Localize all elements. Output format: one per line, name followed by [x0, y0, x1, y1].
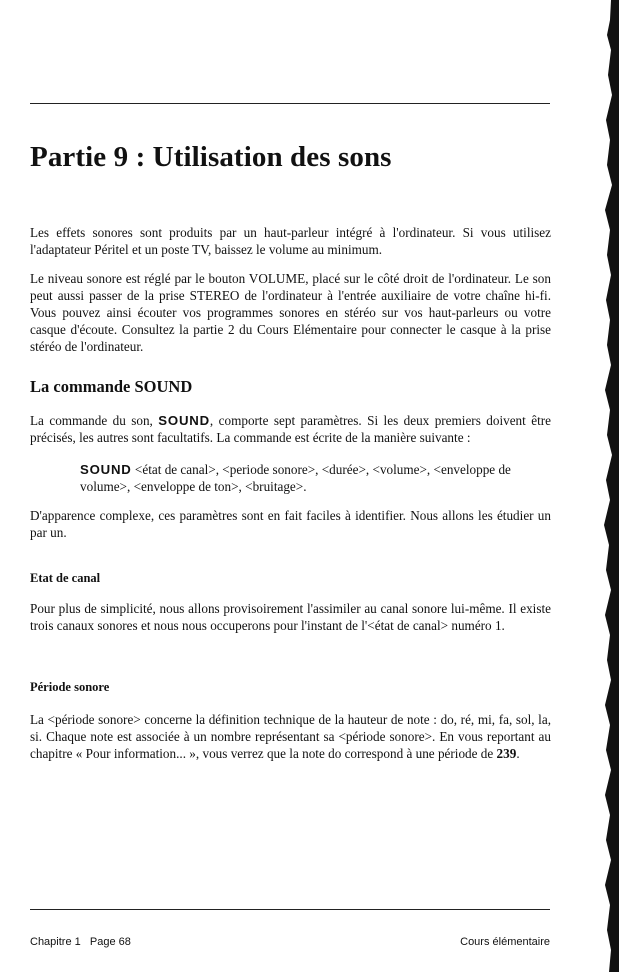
complexity-paragraph: D'apparence complexe, ces paramètres sont en fait faciles à identifier. Nous allons les étudier un par un.	[30, 508, 551, 540]
period-number: 239	[496, 746, 517, 761]
subheading-periode-sonore: Période sonore	[30, 680, 110, 694]
paragraph-text: La commande du son,	[30, 413, 159, 428]
paragraph-text: La <période sonore> concerne la définition technique de la hauteur de note : do, ré, mi, fa, sol, la, si. Chaque note est associée à un nombre représentant sa <période sonore>. En vous reportant au chapitre « Pour information... », vous verrez que la note do correspond à une période de	[30, 712, 551, 761]
bottom-rule	[30, 909, 550, 910]
sound-command-paragraph	[30, 412, 551, 446]
page-title: Partie 9 : Utilisation des sons	[30, 141, 392, 173]
paragraph-text: , comporte sept paramètres. Si les deux premiers doivent être précisés, les autres sont facultatifs. La commande est écrite de la manière suivante :	[30, 413, 552, 445]
top-rule	[30, 103, 550, 104]
subheading-etat-de-canal: Etat de canal	[30, 571, 101, 585]
volume-paragraph: Le niveau sonore est réglé par le bouton VOLUME, placé sur le côté droit de l'ordinateur. Le son peut aussi passer de la prise STEREO de l'ordinateur à l'entrée auxiliaire de votre chaîne hi-fi. Vous pouvez ainsi écouter vos programmes sonores en stéréo sur vos haut-parleurs ou votre casque d'écoute. Consultez la partie 2 du Cours Elémentaire pour connecter le casque à la prise stéréo de l'ordinateur.	[30, 271, 551, 354]
syntax-parameters: <état de canal>, <periode sonore>, <durée>, <volume>, <enveloppe de volume>, <enveloppe de ton>, <bruitage>.	[80, 462, 511, 494]
intro-paragraph: Les effets sonores sont produits par un haut-parleur intégré à l'ordinateur. Si vous utilisez l'adaptateur Péritel et un poste TV, baissez le volume au minimum.	[30, 225, 551, 257]
footer-page-number: Chapitre 1 Page 68	[30, 936, 131, 948]
sound-keyword: SOUND	[158, 413, 210, 428]
syntax-block	[80, 461, 540, 495]
paragraph-text: .	[516, 746, 520, 761]
footer-title: Cours élémentaire	[460, 936, 550, 948]
binding-edge	[597, 0, 619, 972]
syntax-keyword: SOUND	[80, 462, 132, 477]
canal-paragraph: Pour plus de simplicité, nous allons provisoirement l'assimiler au canal sonore lui-même. Il existe trois canaux sonores et nous nous occuperons pour l'instant de l'<état de canal> numéro 1.	[30, 601, 551, 633]
section-heading: La commande SOUND	[30, 377, 193, 396]
periode-paragraph	[30, 711, 551, 762]
